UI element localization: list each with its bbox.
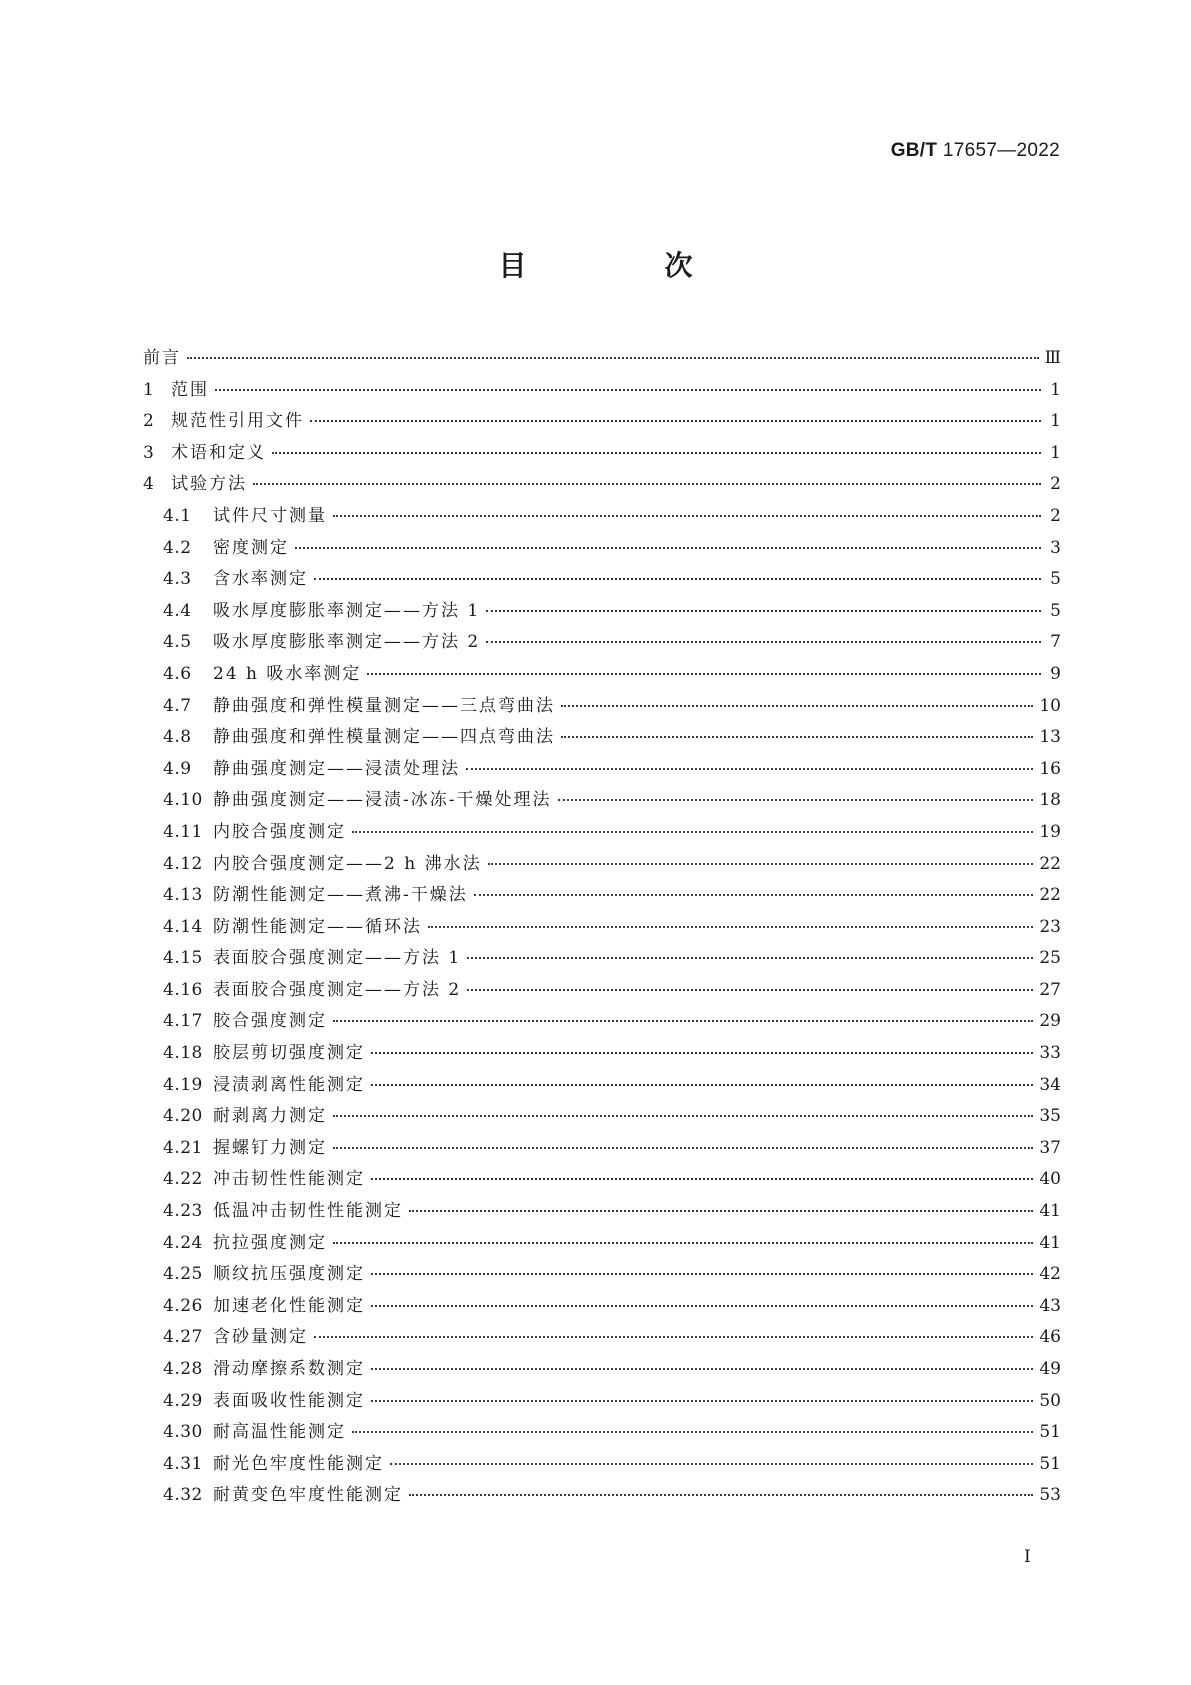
toc-entry-title: 静曲强度测定——浸渍-冰冻-干燥处理法 [213,790,552,811]
standard-prefix: GB/T [890,140,938,161]
toc-entry-title: 含水率测定 [213,569,308,590]
toc-entry-title: 耐黄变色牢度性能测定 [213,1485,403,1506]
toc-entry-number: 4.11 [163,821,203,842]
toc-entry-number: 4.30 [163,1422,203,1443]
standard-number: 17657—2022 [942,140,1060,161]
toc-entry-number: 4.20 [163,1106,203,1127]
toc-entry[interactable] [143,1454,1061,1486]
toc-entry-title: 胶层剪切强度测定 [213,1043,365,1064]
toc-entry-number: 4.22 [163,1169,203,1190]
dot-leader [486,610,1041,612]
toc-entry[interactable] [143,1391,1061,1423]
toc-entry-number: 4.21 [163,1137,203,1158]
toc-entry-number: 4.12 [163,853,203,874]
toc-entry-page: 34 [1039,1074,1061,1095]
toc-entry[interactable] [143,759,1061,791]
dot-leader [371,1368,1033,1370]
dot-leader [371,1052,1033,1054]
toc-entry-number: 4.32 [163,1485,203,1506]
toc-entry-page: 40 [1039,1169,1061,1190]
dot-leader [558,799,1034,801]
toc-entry-title: 试件尺寸测量 [213,505,327,526]
toc-entry-page: 53 [1039,1485,1061,1506]
toc-entry-number: 4.1 [163,505,192,526]
toc-entry-page: 3 [1050,537,1061,558]
toc-entry[interactable] [143,1359,1061,1391]
toc-entry-page: 27 [1039,979,1061,1000]
dot-leader [466,768,1033,770]
toc-entry[interactable] [143,1011,1061,1043]
toc-entry-number: 4.16 [163,979,203,1000]
toc-entry-page: 41 [1039,1232,1061,1253]
toc-entry-number: 4.25 [163,1264,203,1285]
toc-entry-title: 内胶合强度测定 [213,821,346,842]
toc-entry-number: 4.6 [163,663,192,684]
toc-entry-number: 4.27 [163,1327,203,1348]
toc-entry-page: 9 [1050,663,1061,684]
toc-entry[interactable] [143,348,1061,380]
toc-entry-page: 42 [1039,1264,1061,1285]
toc-entry-title: 胶合强度测定 [213,1011,327,1032]
toc-entry[interactable] [143,1169,1061,1201]
dot-leader [187,357,1039,359]
dot-leader [367,673,1041,675]
toc-entry-number: 4.7 [163,695,192,716]
toc-entry-title: 防潮性能测定——循环法 [213,916,422,937]
standard-code [891,140,1060,162]
dot-leader [333,1242,1033,1244]
toc-entry[interactable] [143,1327,1061,1359]
toc-entry-title: 静曲强度和弹性模量测定——四点弯曲法 [213,727,555,748]
dot-leader [333,1147,1033,1149]
toc-entry-page: 33 [1039,1043,1061,1064]
toc-entry-page: 35 [1039,1106,1061,1127]
toc-entry-title: 范围 [171,379,209,400]
toc-entry[interactable] [143,443,1061,475]
dot-leader [467,989,1033,991]
toc-entry-title: 耐光色牢度性能测定 [213,1453,384,1474]
toc-entry-number: 3 [143,442,155,463]
toc-entry-title: 静曲强度和弹性模量测定——三点弯曲法 [213,695,555,716]
toc-entry-title: 内胶合强度测定——2 h 沸水法 [213,853,482,874]
toc-entry-number: 4.17 [163,1011,203,1032]
dot-leader [295,547,1041,549]
toc-entry-number: 4.4 [163,600,192,621]
toc-entry-page: 19 [1039,821,1061,842]
toc-entry-page: 1 [1050,379,1061,400]
toc-entry-title: 表面胶合强度测定——方法 1 [213,948,462,969]
toc-entry[interactable] [143,727,1061,759]
dot-leader [333,1115,1033,1117]
toc-entry-page: 25 [1039,948,1061,969]
toc-entry-page: 23 [1039,916,1061,937]
toc-entry[interactable] [143,380,1061,412]
dot-leader [253,483,1041,485]
toc-entry[interactable] [143,506,1061,538]
toc-entry-number: 4.15 [163,948,203,969]
toc-entry-page: 5 [1050,600,1061,621]
toc-entry-title: 加速老化性能测定 [213,1295,365,1316]
toc-entry[interactable] [143,569,1061,601]
dot-leader [371,1084,1033,1086]
dot-leader [371,1178,1033,1180]
toc-entry-number: 4.3 [163,569,192,590]
dot-leader [333,1020,1033,1022]
toc-entry-page: 10 [1039,695,1061,716]
dot-leader [352,831,1033,833]
dot-leader [371,1273,1033,1275]
toc-entry-number: 2 [143,411,155,432]
toc-entry-page: 16 [1039,758,1061,779]
toc-entry[interactable] [143,1422,1061,1454]
toc-entry-page: 51 [1039,1422,1061,1443]
toc-entry-number: 1 [143,379,155,400]
toc-entry[interactable] [143,885,1061,917]
toc-entry-title: 防潮性能测定——煮沸-干燥法 [213,885,468,906]
toc-entry-page: 13 [1039,727,1061,748]
toc-entry[interactable] [143,1201,1061,1233]
toc-entry[interactable] [143,822,1061,854]
toc-entry-page: 37 [1039,1137,1061,1158]
toc-entry-number: 4.24 [163,1232,203,1253]
toc-entry[interactable] [143,1296,1061,1328]
toc-entry-number: 4.29 [163,1390,203,1411]
toc-entry-page: 29 [1039,1011,1061,1032]
toc-entry[interactable] [143,411,1061,443]
toc-entry-number: 4.8 [163,727,192,748]
dot-leader [474,894,1034,896]
toc-entry[interactable] [143,664,1061,696]
toc-entry[interactable] [143,696,1061,728]
toc-entry-title: 吸水厚度膨胀率测定——方法 2 [213,632,481,653]
toc-entry[interactable] [143,854,1061,886]
toc-entry-page: 2 [1050,505,1061,526]
dot-leader [561,705,1033,707]
toc-entry-title: 含砂量测定 [213,1327,308,1348]
toc-entry-page: 50 [1039,1390,1061,1411]
dot-leader [371,1305,1033,1307]
toc-entry[interactable] [143,1233,1061,1265]
toc-entry-title: 抗拉强度测定 [213,1232,327,1253]
toc-entry[interactable] [143,632,1061,664]
toc-entry-page: 41 [1039,1201,1061,1222]
toc-entry[interactable] [143,538,1061,570]
toc-entry-page: 46 [1039,1327,1061,1348]
toc-entry[interactable] [143,948,1061,980]
toc-entry-title: 静曲强度测定——浸渍处理法 [213,758,460,779]
toc-entry-number: 4.5 [163,632,192,653]
dot-leader [215,389,1041,391]
toc-entry-number: 4.9 [163,758,192,779]
dot-leader [272,452,1041,454]
toc-entry-number: 4.10 [163,790,203,811]
dot-leader [409,1494,1033,1496]
toc-entry-page: 49 [1039,1359,1061,1379]
page-title: 目 次 [498,249,748,282]
toc-entry-number: 4 [143,474,155,495]
dot-leader [314,578,1041,580]
toc-entry-title: 耐剥离力测定 [213,1106,327,1127]
toc-entry-number: 4.19 [163,1074,203,1095]
toc-entry-title: 耐高温性能测定 [213,1422,346,1443]
page-folio: I [1024,1547,1031,1567]
toc-entry-title: 握螺钉力测定 [213,1137,327,1158]
toc-entry-number: 4.23 [163,1201,203,1222]
toc-entry-page: 22 [1039,885,1061,906]
toc-entry-page: 7 [1050,632,1061,653]
toc-entry[interactable] [143,1264,1061,1296]
toc-entry-page: 1 [1050,442,1061,463]
toc-entry-title: 规范性引用文件 [171,411,304,432]
toc-entry-page: Ⅲ [1044,348,1061,368]
toc-entry-title: 试验方法 [171,474,247,495]
toc-entry-number: 4.31 [163,1453,203,1474]
toc-entry-title: 冲击韧性性能测定 [213,1169,365,1190]
toc-entry-title: 密度测定 [213,537,289,558]
toc-entry-number: 4.26 [163,1295,203,1316]
dot-leader [333,515,1041,517]
toc-entry[interactable] [143,980,1061,1012]
toc-entry[interactable] [143,474,1061,506]
toc-entry-title: 术语和定义 [171,442,266,463]
dot-leader [352,1431,1033,1433]
toc-entry-number: 4.14 [163,916,203,937]
dot-leader [390,1463,1033,1465]
dot-leader [486,641,1041,643]
dot-leader [467,957,1033,959]
toc-entry-page: 51 [1039,1453,1061,1474]
table-of-contents [143,348,1061,1517]
dot-leader [314,1336,1033,1338]
toc-entry-title: 表面吸收性能测定 [213,1390,365,1411]
dot-leader [561,736,1033,738]
toc-entry[interactable] [143,1138,1061,1170]
toc-entry-page: 2 [1050,474,1061,495]
toc-entry-title: 低温冲击韧性性能测定 [213,1201,403,1222]
toc-entry-title: 24 h 吸水率测定 [213,663,362,684]
toc-entry[interactable] [143,601,1061,633]
toc-entry[interactable] [143,1075,1061,1107]
toc-entry-title: 顺纹抗压强度测定 [213,1264,365,1285]
toc-entry-title: 浸渍剥离性能测定 [213,1074,365,1095]
toc-entry-page: 5 [1050,569,1061,590]
dot-leader [371,1400,1033,1402]
toc-entry[interactable] [143,1485,1061,1517]
dot-leader [310,420,1041,422]
toc-entry[interactable] [143,790,1061,822]
toc-entry-page: 1 [1050,411,1061,432]
toc-entry-title: 表面胶合强度测定——方法 2 [213,979,462,1000]
toc-entry-number: 4.18 [163,1043,203,1064]
toc-entry[interactable] [143,1043,1061,1075]
toc-entry-page: 18 [1039,790,1061,811]
dot-leader [488,863,1034,865]
dot-leader [428,926,1033,928]
toc-entry-title: 吸水厚度膨胀率测定——方法 1 [213,600,481,621]
toc-entry-title: 前言 [143,348,181,368]
toc-entry-page: 22 [1039,853,1061,874]
toc-entry-title: 滑动摩擦系数测定 [213,1359,365,1379]
toc-entry[interactable] [143,1106,1061,1138]
toc-entry-number: 4.13 [163,885,203,906]
dot-leader [409,1210,1033,1212]
toc-entry-number: 4.2 [163,537,192,558]
toc-entry-number: 4.28 [163,1359,203,1379]
toc-entry-page: 43 [1039,1295,1061,1316]
toc-entry[interactable] [143,917,1061,949]
